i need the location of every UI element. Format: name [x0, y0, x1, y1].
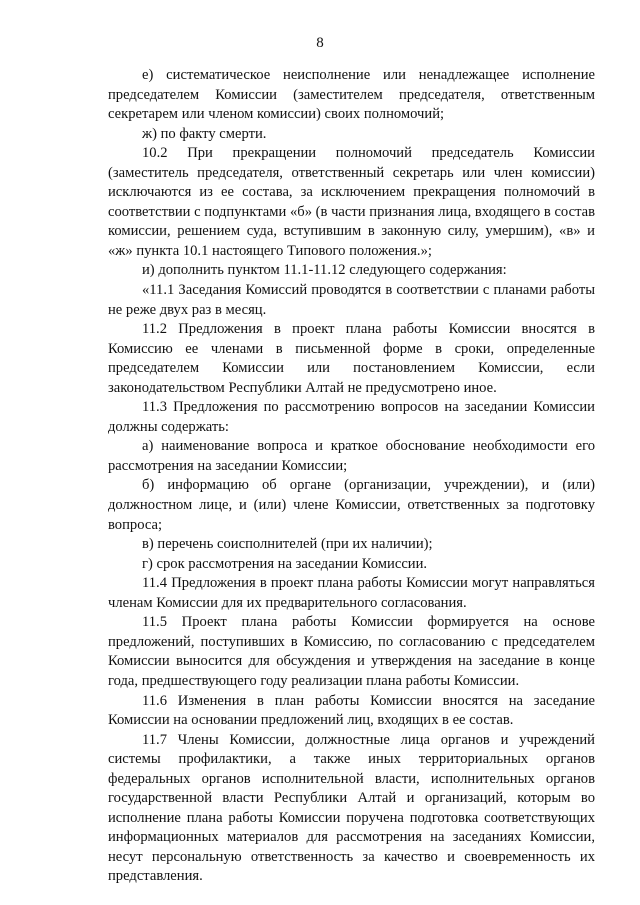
- paragraph-11-1: «11.1 Заседания Комиссий проводятся в соответствии с планами работы не реже двух раз в месяц.: [108, 282, 595, 318]
- paragraph-11-4: 11.4 Предложения в проект плана работы Комиссии могут направляться членам Комиссии для их предварительного согласования.: [108, 575, 595, 611]
- paragraph-i: и) дополнить пунктом 11.1-11.12 следующего содержания:: [142, 262, 507, 279]
- document-body: [108, 66, 595, 887]
- paragraph-11-7: 11.7 Члены Комиссии, должностные лица органов и учреждений системы профилактики, а также иных территориальных органов федеральных органов исполнительной власти, исполнительных органов государственной власти Республики Алтай и организаций, которым во исполнение плана работы Комиссии поручена подготовка соответствующих информационных материалов для рассмотрения на заседаниях Комиссии, несут персональную ответственность за качество и своевременность их представления.: [108, 731, 595, 885]
- paragraph-11-6: 11.6 Изменения в план работы Комиссии вносятся на заседание Комиссии на основании предложений лиц, входящих в ее состав.: [108, 692, 595, 729]
- paragraph-11-3-a: а) наименование вопроса и краткое обоснование необходимости его рассмотрения на заседании Комиссии;: [108, 438, 595, 474]
- paragraph-1zh: ж) по факту смерти.: [142, 125, 267, 142]
- paragraph-11-3-g: г) срок рассмотрения на заседании Комиссии.: [142, 555, 428, 572]
- paragraph-1e: е) систематическое неисполнение или ненадлежащее исполнение председателем Комиссии (заместителем председателя, ответственным секретарем или членом комиссии) своих полномочий;: [108, 67, 595, 123]
- paragraph-11-3: 11.3 Предложения по рассмотрению вопросов на заседании Комиссии должны содержать:: [108, 399, 595, 435]
- paragraph-11-5: 11.5 Проект плана работы Комиссии формируется на основе предложений, поступивших в Комиссию, по согласованию с председателем Комиссии выносится для обсуждения и утверждения на заседание в конце года, предшествующего году реализации плана работы Комиссии.: [108, 614, 595, 689]
- paragraph-10-2: 10.2 При прекращении полномочий председатель Комиссии (заместитель председателя, ответственный секретарь или член комиссии) исключаются из ее состава, за исключением прекращения полномочий в соответствии с подпунктами «б» (в части признания лица, входящего в состав комиссии, решением суда, вступившим в законную силу, умершим), «в» и «ж» пункта 10.1 настоящего Типового положения.»;: [108, 145, 595, 259]
- paragraph-11-3-v: в) перечень соисполнителей (при их наличии);: [142, 536, 433, 553]
- paragraph-11-3-b: б) информацию об органе (организации, учреждении), и (или) должностном лице, и (или) члене Комиссии, ответственных за подготовку вопроса;: [108, 477, 595, 533]
- page-number: 8: [316, 35, 324, 51]
- paragraph-11-2: 11.2 Предложения в проект плана работы Комиссии вносятся в Комиссию ее членами в письменной форме в сроки, определенные председателем Комиссии или постановлением Комиссии, если законодательством Республики Алтай не предусмотрено иное.: [108, 321, 595, 396]
